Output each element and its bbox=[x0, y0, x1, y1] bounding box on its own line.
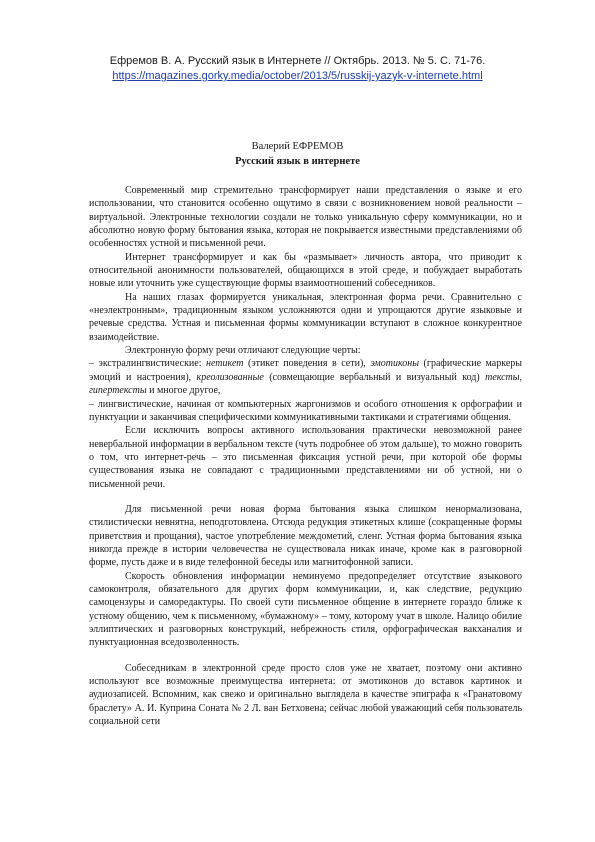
article-title: Русский язык в интернете bbox=[235, 156, 360, 167]
paragraph: Собеседникам в электронной среде просто слов уже не хватает, поэтому они активно используют все возможные преимущества интернета: от эмотиконов до вставок картинок и аудиозаписей. Вспомним, как свежо и оригинально выглядела в качестве эпиграфа к «Гранатовому браслету» А. И. Куприна Соната № 2 Л. ван Бетховена; сейчас любой уважающий себя пользователь социальной сети bbox=[89, 662, 522, 728]
paragraph: Если исключить вопросы активного использования практически невозможной ранее невербальной информации в вербальном тексте (чуть подробнее об этом дальше), то можно говорить о том, что интернет-речь – это письменная фиксация устной речи, при которой обе формы существования языка не совпадают с традиционными представлениями ни об устной, ни о письменной речи. bbox=[89, 425, 522, 490]
term-creolized: креолизованные bbox=[196, 371, 264, 383]
list-item-linguistic: – лингвистические, начиная от компьютерных жаргонизмов и особого отношения к орфографии и пунктуации и заканчивая специфическими коммуникативными тактиками и стратегиями общения. bbox=[89, 398, 522, 423]
term-netiquette: нетикет bbox=[206, 358, 244, 370]
paragraph: Интернет трансформирует и как бы «размывает» личность автора, что приводит к относительной анонимности пользователей, общающихся в этой среде, и побуждает выработать новые или уточнить уже существующие формы взаимоотношений собеседников. bbox=[89, 251, 522, 290]
term-emoticons: эмотиконы bbox=[370, 358, 419, 370]
paragraph: Современный мир стремительно трансформирует наши представления о языке и его использовании, что становится особенно ощутимо в связи с возникновением новой реальности – виртуальной. Электронные технологии создали не только уникальную сферу коммуникации, но и абсолютно новую форму бытования языка, которая не покрывается известными представлениями об особенностях устной и письменной речи. bbox=[89, 185, 522, 250]
paragraph: На наших глазах формируется уникальная, электронная форма речи. Сравнительно с «неэлектронным», традиционным языком усложняются одни и упрощаются другие языковые и речевые средства. Устная и письменная формы коммуникации вступают в сложное конкурентное взаимодействие. bbox=[89, 291, 522, 343]
paragraph: Скорость обновления информации неминуемо предопределяет отсутствие языкового самоконтроля, обязательного для других форм коммуникации, и, как следствие, редукцию самоцензуры и саморедактуры. По своей сути письменное общение в интернете гораздо ближе к устному общению, чем к письменному, «бумажному» – тому, которому учат в школе. Налицо обилие эллиптических и разговорных конструкций, небрежность стиля, орфографическая вакханалия и пунктуационная вседозволенность. bbox=[89, 570, 522, 649]
term-texts: тексты bbox=[485, 371, 520, 383]
article-body bbox=[89, 184, 522, 728]
paragraph: Электронную форму речи отличают следующие черты: bbox=[125, 345, 361, 357]
article-author: Валерий ЕФРЕМОВ bbox=[251, 141, 344, 152]
paragraph: Для письменной речи новая форма бытования языка слишком ненормализована, стилистически невнятна, неподготовлена. Отсюда редукция этикетных клише (сокращенные формы приветствия и прощания), частое употребление междометий, сленг. Устная форма бытования языка никогда прежде в истории человечества не существовала никак иначе, кроме как в разговорной форме, пусть даже и в виде телефонной беседы или магнитофонной записи. bbox=[89, 503, 522, 569]
term-hypertexts: гипертексты bbox=[89, 385, 147, 397]
citation-text: Ефремов В. А. Русский язык в Интернете // Октябрь. 2013. № 5. С. 71-76. bbox=[109, 55, 486, 67]
list-item-extralinguistic: – экстралингвистические: нетикет (этикет поведения в сети), эмотиконы (графические маркеры эмоций и настроения), креолизованные (совмещающие вербальный и визуальный код) тексты, гипертексты и многое другое, bbox=[89, 358, 523, 397]
citation-block bbox=[0, 54, 595, 84]
citation-link[interactable]: https://magazines.gorky.media/october/2013/5/russkij-yazyk-v-internete.html bbox=[112, 70, 483, 82]
